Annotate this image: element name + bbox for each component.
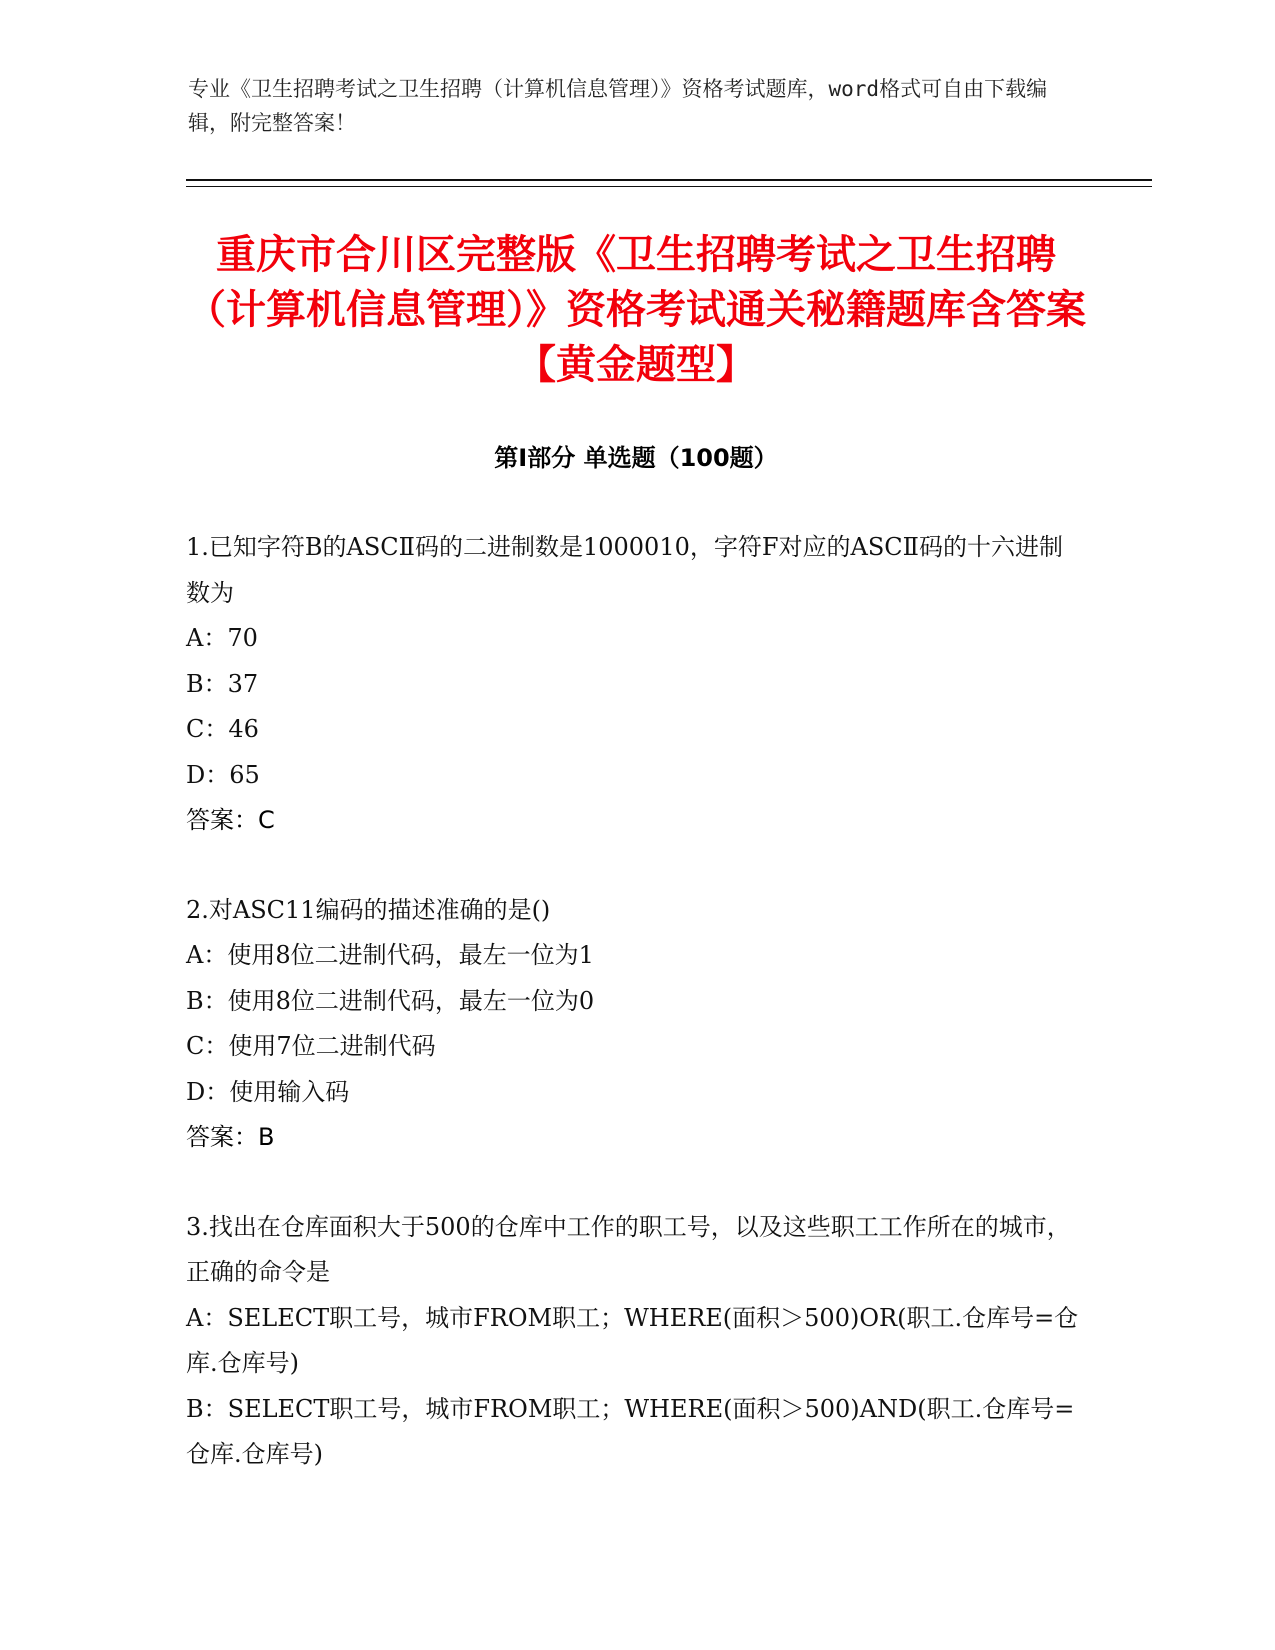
question-3 [186, 1205, 1086, 1478]
answer: 答案：B [186, 1123, 275, 1151]
section-heading: 第I部分 单选题（100题） [494, 444, 778, 472]
question-text: 2.对ASC11编码的描述准确的是() [186, 895, 551, 924]
question-2 [186, 888, 1086, 1161]
option-b: B：SELECT职工号，城市FROM职工；WHERE(面积＞500)AND(职工.仓库号=仓库.仓库号) [186, 1394, 1075, 1468]
answer: 答案：C [186, 806, 275, 834]
question-text: 1.已知字符B的ASCⅡ码的二进制数是1000010，字符F对应的ASCⅡ码的十六进制数为 [186, 533, 1063, 607]
header-divider-thick [186, 179, 1152, 181]
question-list [186, 525, 1086, 1522]
option-b: B：37 [186, 669, 259, 698]
option-b: B：使用8位二进制代码，最左一位为0 [186, 986, 595, 1015]
option-c: C：使用7位二进制代码 [186, 1032, 436, 1060]
option-d: D：使用输入码 [186, 1077, 350, 1106]
option-d: D：65 [186, 760, 260, 789]
option-c: C：46 [186, 715, 259, 743]
question-text: 3.找出在仓库面积大于500的仓库中工作的职工号，以及这些职工工作所在的城市，正确的命令是 [186, 1212, 1071, 1286]
header-divider-thin [186, 186, 1152, 187]
document-title: 重庆市合川区完整版《卫生招聘考试之卫生招聘（计算机信息管理）》资格考试通关秘籍题库含答案【黄金题型】 [186, 232, 1086, 388]
option-a: A：70 [186, 624, 258, 652]
intro-text: 专业《卫生招聘考试之卫生招聘（计算机信息管理）》资格考试题库，word格式可自由下载编辑，附完整答案！ [188, 77, 1048, 135]
question-1 [186, 525, 1086, 844]
option-a: A：使用8位二进制代码，最左一位为1 [186, 941, 594, 969]
option-a: A：SELECT职工号，城市FROM职工；WHERE(面积＞500)OR(职工.仓库号=仓库.仓库号) [186, 1303, 1079, 1377]
